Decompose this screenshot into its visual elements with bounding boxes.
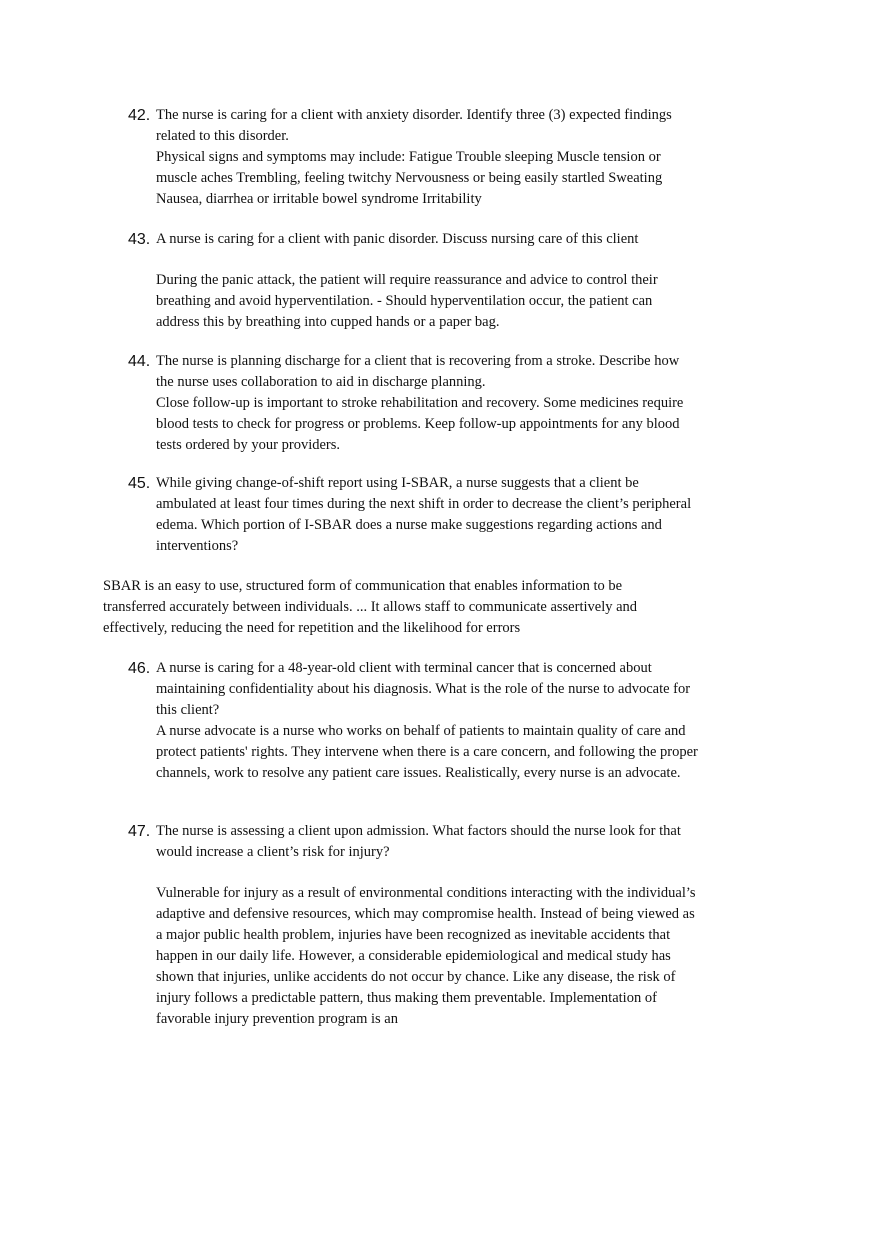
answer-text: Close follow-up is important to stroke rehabilitation and recovery. Some medicines require blood tests to check for progress or problems. Keep follow-up appointments for any blood tests ordered by your providers.: [156, 395, 684, 453]
question-content: [156, 658, 698, 784]
question-number: 44.: [128, 353, 151, 370]
question-43: [128, 229, 698, 333]
question-text: A nurse is caring for a client with panic disorder. Discuss nursing care of this client: [156, 231, 639, 247]
question-content: [156, 473, 698, 557]
question-47: [128, 821, 698, 1030]
question-text: The nurse is planning discharge for a client that is recovering from a stroke. Describe how the nurse uses collaboration to aid in discharge planning.: [156, 353, 680, 390]
question-text: The nurse is caring for a client with anxiety disorder. Identify three (3) expected findings related to this disorder.: [156, 107, 672, 144]
question-44: [128, 351, 698, 456]
answer-text: Physical signs and symptoms may include: Fatigue Trouble sleeping Muscle tension or muscle aches Trembling, feeling twitchy Nervousness or being easily startled Sweating Nausea, diarrhea or irritable bowel syndrome Irritability: [156, 149, 663, 207]
question-content: [156, 229, 698, 333]
question-text: A nurse is caring for a 48-year-old client with terminal cancer that is concerned about maintaining confidentiality about his diagnosis. What is the role of the nurse to advocate for this client?: [156, 660, 691, 718]
question-text: While giving change-of-shift report using I-SBAR, a nurse suggests that a client be ambulated at least four times during the next shift in order to decrease the client’s peripheral edema. Which portion of I-SBAR does a nurse make suggestions regarding actions and interventions?: [156, 475, 692, 554]
sbar-answer-text: SBAR is an easy to use, structured form of communication that enables information to be transferred accurately between individuals. ... It allows staff to communicate assertively and effectively, reducing the need for repetition and the likelihood for errors: [103, 578, 638, 636]
question-number: 43.: [128, 231, 151, 248]
question-number: 45.: [128, 475, 151, 492]
question-45: [128, 473, 698, 557]
answer-text: During the panic attack, the patient will require reassurance and advice to control their breathing and avoid hyperventilation. - Should hyperventilation occur, the patient can address this by breathing into cupped hands or a paper bag.: [156, 272, 658, 330]
question-46: [128, 658, 698, 784]
answer-text: Vulnerable for injury as a result of environmental conditions interacting with the individual’s adaptive and defensive resources, which may compromise health. Instead of being viewed as a major public health problem, injuries have been recognized as inevitable accidents that happen in our daily life. However, a considerable epidemiological and medical study has shown that injuries, unlike accidents do not occur by chance. Like any disease, the risk of injury follows a predictable pattern, thus making them preventable. Implementation of favorable injury prevention program is an: [156, 885, 696, 1027]
question-content: [156, 105, 698, 210]
question-42: [128, 105, 698, 210]
question-number: 46.: [128, 660, 151, 677]
answer-text: A nurse advocate is a nurse who works on behalf of patients to maintain quality of care and protect patients' rights. They intervene when there is a care concern, and following the proper channels, work to resolve any patient care issues. Realistically, every nurse is an advocate.: [156, 723, 698, 781]
question-text: The nurse is assessing a client upon admission. What factors should the nurse look for that would increase a client’s risk for injury?: [156, 823, 681, 860]
question-number: 42.: [128, 107, 151, 124]
question-content: [156, 351, 698, 456]
question-number: 47.: [128, 823, 151, 840]
question-content: [156, 821, 698, 1030]
